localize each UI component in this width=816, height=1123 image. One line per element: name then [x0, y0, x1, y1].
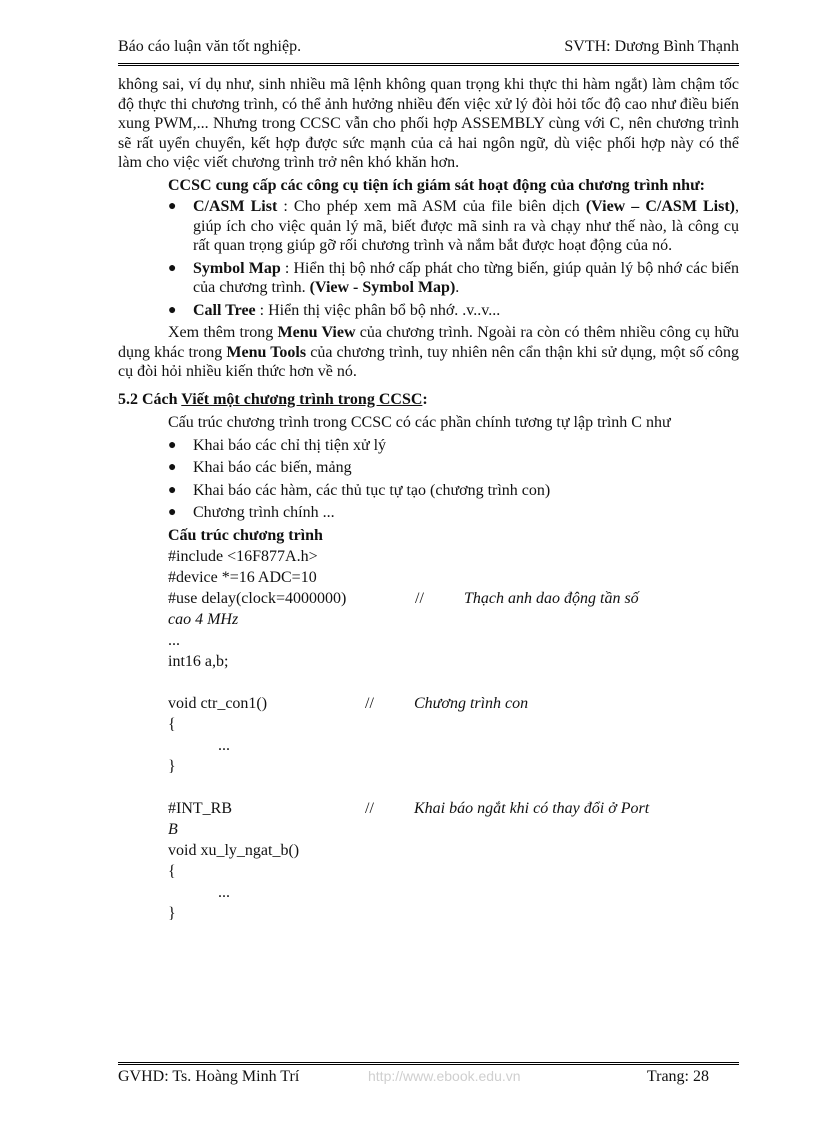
- list-item: [168, 503, 739, 523]
- page-number: Trang: 28: [646, 1068, 709, 1085]
- tool-text: : Hiển thị việc phân bổ bộ nhớ. .v..v...: [255, 301, 501, 319]
- code-line: int16 a,b;: [168, 652, 229, 670]
- footer-rule: [118, 1062, 739, 1065]
- tool-name: C/ASM List: [193, 198, 278, 215]
- text-run: Xem thêm trong: [168, 324, 278, 341]
- list-item: [168, 436, 739, 456]
- bullet-icon: ●: [168, 505, 177, 520]
- code-line: cao 4 MHz: [168, 610, 239, 628]
- code-text: #INT_RB: [168, 799, 232, 817]
- list-item: [168, 301, 739, 321]
- list-item: [168, 259, 739, 298]
- list-item: [168, 197, 739, 256]
- code-line: B: [168, 820, 178, 838]
- header-rule: [118, 63, 739, 66]
- code-line: ...: [218, 736, 230, 754]
- text-run: của chương trình. Ngoài ra còn có thêm nhiều công cụ hữu dụng khác trong: [118, 324, 739, 361]
- list-item: [168, 458, 739, 478]
- bullet-icon: ●: [168, 460, 177, 475]
- list-item-text: Chương trình chính ...: [193, 504, 335, 521]
- header-right: SVTH: Dương Bình Thạnh: [564, 38, 739, 55]
- code-line: ...: [218, 883, 230, 901]
- bullet-icon: ●: [168, 482, 177, 498]
- tool-text: : Cho phép xem mã ASM của file biên dịch: [277, 198, 586, 215]
- text-run: của chương trình, tuy nhiên nên cẩn thận khi sử dụng, một số công cụ đòi hỏi nhiều kiến thức hơn về nó.: [118, 343, 739, 380]
- list-item: [168, 481, 739, 501]
- menu-tools-text: Menu Tools: [226, 343, 307, 361]
- code-comment-marker: //: [365, 799, 374, 817]
- page-content: [118, 75, 739, 925]
- structure-list: [118, 436, 739, 523]
- code-comment: Chương trình con: [414, 694, 529, 712]
- code-heading: Cấu trúc chương trình: [168, 526, 323, 544]
- code-comment: Thạch anh dao động tần số: [464, 589, 639, 607]
- code-line: {: [168, 715, 176, 733]
- tools-heading: CCSC cung cấp các công cụ tiện ích giám sát hoạt động của chương trình như:: [168, 176, 705, 194]
- paragraph-menu: [118, 323, 739, 382]
- tool-menu-path: (View – C/ASM List): [585, 198, 736, 215]
- tool-name: Call Tree: [193, 301, 256, 319]
- code-line: #include <16F877A.h>: [168, 547, 318, 565]
- code-comment: Khai báo ngắt khi có thay đổi ở Port: [414, 799, 650, 817]
- section-colon: :: [422, 390, 428, 408]
- code-block: [118, 526, 739, 925]
- tool-text: : Hiển thị bộ nhớ cấp phát cho từng biến, giúp quản lý bộ nhớ các biến của chương trình.: [193, 259, 740, 296]
- section-number: 5.2 Cách: [118, 390, 182, 408]
- code-text: void ctr_con1(): [168, 694, 268, 712]
- tools-list: [118, 197, 739, 320]
- bullet-icon: ●: [168, 260, 177, 276]
- tool-menu-path: (View - Symbol Map): [309, 279, 456, 296]
- code-line: #device *=16 ADC=10: [168, 568, 317, 586]
- code-line: [168, 694, 739, 715]
- code-line: ...: [168, 631, 180, 649]
- bullet-icon: ●: [168, 199, 177, 214]
- code-text: #use delay(clock=4000000): [168, 589, 347, 607]
- tool-text-more: .: [455, 279, 460, 296]
- section-heading: [118, 390, 739, 410]
- footer-website-link[interactable]: http://www.ebook.edu.vn: [368, 1068, 521, 1084]
- structure-intro: Cấu trúc chương trình trong CCSC có các phần chính tương tự lập trình C như: [168, 414, 671, 431]
- list-item-text: Khai báo các hàm, các thủ tục tự tạo (chương trình con): [193, 481, 551, 499]
- code-blank-line: [168, 673, 739, 694]
- footer-advisor: GVHD: Ts. Hoàng Minh Trí: [118, 1068, 300, 1085]
- paragraph-intro: không sai, ví dụ như, sinh nhiều mã lệnh không quan trọng khi thực thi hàm ngắt) làm chậm tốc độ thực thi chương trình, có thể ảnh hưởng nhiều đến việc xử lý đòi hỏi tốc độ cao như điều biến xung PWM,... Nhưng trong CCSC vẫn cho phối hợp ASSEMBLY cùng với C, nên chương trình sẽ rất uyển chuyển, kết hợp được sức mạnh của cả hai ngôn ngữ, dù việc phối hợp này có thể làm cho việc viết chương trình trở nên khó khăn hơn.: [118, 76, 739, 171]
- code-line: [168, 799, 739, 820]
- section-title: Viết một chương trình trong CCSC: [181, 390, 423, 408]
- code-line: {: [168, 862, 176, 880]
- tool-name: Symbol Map: [193, 259, 281, 277]
- code-line: void xu_ly_ngat_b(): [168, 841, 300, 859]
- list-item-text: Khai báo các biến, mảng: [193, 459, 352, 476]
- list-item-text: Khai báo các chỉ thị tiện xử lý: [193, 436, 387, 454]
- bullet-icon: ●: [168, 437, 177, 453]
- code-line: }: [168, 757, 176, 775]
- menu-view-text: Menu View: [277, 324, 356, 341]
- header-left: Báo cáo luận văn tốt nghiệp.: [118, 38, 302, 55]
- page-header: [118, 38, 739, 56]
- bullet-icon: ●: [168, 302, 177, 318]
- code-comment-marker: //: [365, 694, 374, 712]
- code-line: [168, 589, 739, 610]
- code-line: }: [168, 904, 176, 922]
- code-comment-marker: //: [415, 589, 424, 607]
- tool-text-more: , giúp ích cho việc quản lý mã, biết được mã sinh ra và chạy như thế nào, là công cụ rất quan trọng giúp gỡ rối chương trình và nắm bắt được hoạt động của nó.: [193, 198, 740, 254]
- code-blank-line: [168, 778, 739, 799]
